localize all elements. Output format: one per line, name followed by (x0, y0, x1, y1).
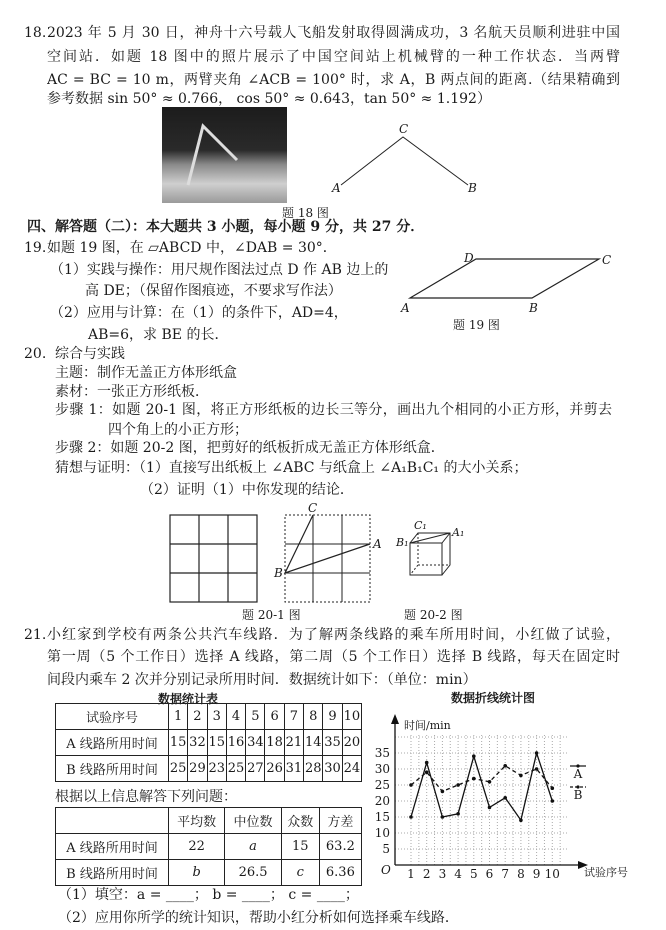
q19-number: 19. (24, 240, 47, 256)
data-point-B (441, 790, 445, 794)
fig20-1-grid-cut (285, 515, 370, 602)
table-cell: b (169, 860, 225, 886)
y-tick-label: 15 (374, 810, 390, 824)
table-cell: 21 (284, 730, 303, 756)
q18-line: AC = BC = 10 m，两臂夹角 ∠ACB = 100° 时，求 A，B 两点间的距离.（结果精确到 (47, 72, 620, 88)
q19-line: （2）应用与计算：在（1）的条件下，AD=4， (50, 305, 348, 321)
y-axis-arrow (391, 714, 399, 724)
q21-question: （1）填空：a = ____； b = ____； c = ____； (58, 887, 359, 903)
data-point-A (551, 799, 555, 803)
data-point-B (488, 780, 492, 784)
table-cell: 试验序号 (56, 704, 169, 730)
table-cell: c (281, 860, 319, 886)
fig19-label-d: D (464, 251, 474, 265)
table-cell: 15 (169, 730, 188, 756)
table-cell: 29 (188, 756, 207, 782)
fig19-label-b: B (529, 301, 538, 315)
table-cell: 16 (226, 730, 245, 756)
data-point-A (456, 812, 460, 816)
data-point-A (519, 818, 523, 822)
q21-line: 第一周（5 个工作日）选择 A 线路，第二周（5 个工作日）选择 B 线路，每天在固定时 (47, 649, 620, 665)
q18-caption: 题 18 图 (282, 206, 329, 220)
table-cell: 15 (207, 730, 226, 756)
fig20-label-a: A (373, 537, 382, 551)
table-cell: a (225, 834, 281, 860)
q20-line: （2）证明（1）中你发现的结论． (140, 482, 354, 498)
fig20-label-b: B (274, 566, 283, 580)
table-cell: A 线路所用时间 (56, 834, 169, 860)
data-point-B (551, 786, 555, 790)
q20-number: 20. (24, 346, 47, 362)
fig20-1-grid (170, 515, 257, 602)
table-cell: 3 (207, 704, 226, 730)
table-cell: 23 (207, 756, 226, 782)
q19-caption: 题 19 图 (453, 318, 500, 332)
section-heading: 四、解答题（二）：本大题共 3 小题，每小题 9 分，共 27 分． (27, 219, 425, 235)
q19-line: 如题 19 图，在 ▱ABCD 中，∠DAB = 30°． (47, 240, 337, 256)
table-cell: 22 (169, 834, 225, 860)
data-point-A (472, 754, 476, 758)
data-point-B (535, 767, 539, 771)
q19-line: （1）实践与操作：用尺规作图法过点 D 作 AB 边上的 (50, 262, 389, 278)
fig19-parallelogram (410, 259, 599, 298)
q18-line: 2023 年 5 月 30 日，神舟十六号载人飞船发射取得圆满成功，3 名航天员顺利进驻中国 (47, 25, 620, 41)
q20-line: 步骤 2：如题 20-2 图，把剪好的纸板折成无盖正方体形纸盒． (55, 440, 445, 456)
table-cell: B 线路所用时间 (56, 860, 169, 886)
legend-label-B: B (573, 788, 583, 802)
data-point-A (503, 796, 507, 800)
x-tick-label: 8 (517, 867, 525, 881)
x-tick-label: 10 (544, 867, 560, 881)
data-point-A (535, 751, 539, 755)
q21-prompt: 根据以上信息解答下列问题： (55, 789, 237, 805)
q21-number: 21. (24, 627, 47, 643)
table-cell: 30 (323, 756, 342, 782)
data-point-A (441, 815, 445, 819)
data-point-A (488, 806, 492, 810)
table-cell: 1 (169, 704, 188, 730)
q18-number: 18. (24, 25, 47, 41)
fig18-label-c: C (399, 122, 409, 136)
table-cell: A 线路所用时间 (56, 730, 169, 756)
table-cell: 6.36 (319, 860, 361, 886)
y-tick-label: 20 (374, 794, 390, 808)
table-cell: 4 (226, 704, 245, 730)
q20-line: 素材：一张正方形纸板． (55, 384, 209, 400)
y-tick-label: 5 (382, 842, 390, 856)
fig20-2-cube (410, 533, 450, 575)
table-cell: 中位数 (225, 808, 281, 834)
data-point-B (425, 770, 429, 774)
table-cell: 27 (246, 756, 265, 782)
table-cell: 6 (265, 704, 284, 730)
q21-question: （2）应用你所学的统计知识，帮助小红分析如何选择乘车线路． (58, 910, 459, 926)
fig18-label-a: A (332, 181, 341, 195)
fig18-label-b: B (468, 181, 477, 195)
table-cell: 15 (281, 834, 319, 860)
fig20-label-c: C (308, 501, 318, 515)
origin-label: O (381, 863, 391, 877)
table-cell: 32 (188, 730, 207, 756)
y-tick-label: 35 (374, 746, 390, 760)
x-tick-label: 6 (485, 867, 494, 881)
table-cell: 10 (342, 704, 361, 730)
table1-title: 数据统计表 (158, 692, 219, 706)
table-cell: 14 (304, 730, 323, 756)
q18-line: 参考数据 sin 50° ≈ 0.766， cos 50° ≈ 0.643，tan 50° ≈ 1.192） (47, 91, 491, 107)
table-cell: 34 (246, 730, 265, 756)
q21-line: 间段内乘车 2 次并分别记录所用时间．数据统计如下：（单位：min） (47, 672, 477, 688)
line-chart (375, 690, 628, 881)
x-tick-label: 3 (438, 867, 447, 881)
data-point-B (409, 783, 413, 787)
table-cell: 5 (246, 704, 265, 730)
robot-arm-drawing (188, 126, 237, 185)
table-cell: 2 (188, 704, 207, 730)
x-tick-label: 5 (469, 867, 478, 881)
fig19-label-a: A (401, 301, 410, 315)
fig20-2-label-c1: C₁ (414, 519, 427, 532)
data-point-B (456, 783, 460, 787)
table-cell: 25 (169, 756, 188, 782)
fig20-2-label-b1: B₁ (396, 536, 409, 549)
data-point-B (519, 774, 523, 778)
table-cell: 28 (304, 756, 323, 782)
table-cell: 35 (323, 730, 342, 756)
q20-caption-2: 题 20-2 图 (404, 608, 463, 622)
table-cell: 方差 (319, 808, 361, 834)
x-tick-label: 2 (422, 867, 431, 881)
table-cell: 众数 (281, 808, 319, 834)
q18-line: 空间站．如题 18 图中的照片展示了中国空间站上机械臂的一种工作状态．当两臂 (47, 49, 620, 65)
table-cell: 24 (342, 756, 361, 782)
fig18-triangle (341, 137, 468, 185)
fig20-2-label-a1: A₁ (452, 526, 465, 539)
table-cell: 18 (265, 730, 284, 756)
q20-line: 猜想与证明：（1）直接写出纸板上 ∠ABC 与纸盒上 ∠A₁B₁C₁ 的大小关系； (55, 460, 528, 476)
q20-line: 综合与实践 (55, 346, 125, 362)
legend-label-A: A (573, 767, 583, 781)
table-cell: 20 (342, 730, 361, 756)
table-cell: B 线路所用时间 (56, 756, 169, 782)
data-point-B (503, 764, 507, 768)
y-tick-label: 30 (374, 762, 390, 776)
x-axis-label: 试验序号 (584, 866, 628, 879)
x-tick-label: 1 (407, 867, 415, 881)
q20-caption-1: 题 20-1 图 (242, 608, 301, 622)
table-cell: 8 (304, 704, 323, 730)
table-cell: 31 (284, 756, 303, 782)
chart-title: 数据折线统计图 (450, 691, 536, 705)
fig19-label-c: C (602, 253, 612, 267)
q19-line: 高 DE；（保留作图痕迹，不要求写作法） (85, 283, 342, 299)
table-cell: 7 (284, 704, 303, 730)
data-point-B (472, 777, 476, 781)
y-tick-label: 25 (374, 778, 390, 792)
q20-line: 四个角上的小正方形； (108, 422, 248, 438)
x-tick-label: 4 (454, 867, 462, 881)
table-cell: 9 (323, 704, 342, 730)
table-cell: 63.2 (319, 834, 361, 860)
table-cell: 26.5 (225, 860, 281, 886)
q20-line: 主题：制作无盖正方体形纸盒 (55, 365, 237, 381)
x-tick-label: 9 (532, 867, 541, 881)
x-tick-label: 7 (501, 867, 510, 881)
data-point-A (409, 815, 413, 819)
q21-line: 小红家到学校有两条公共汽车线路．为了解两条线路的乘车所用时间，小红做了试验， (47, 627, 620, 643)
y-tick-label: 10 (374, 826, 390, 840)
data-point-A (425, 761, 429, 765)
y-axis-label: 时间/min (404, 719, 451, 732)
table-cell: 平均数 (169, 808, 225, 834)
q20-line: 步骤 1：如题 20-1 图，将正方形纸板的边长三等分，画出九个相同的小正方形，并剪去 (55, 402, 612, 418)
table-cell: 26 (265, 756, 284, 782)
q19-line: AB=6，求 BE 的长． (88, 327, 229, 343)
table-cell: 25 (226, 756, 245, 782)
